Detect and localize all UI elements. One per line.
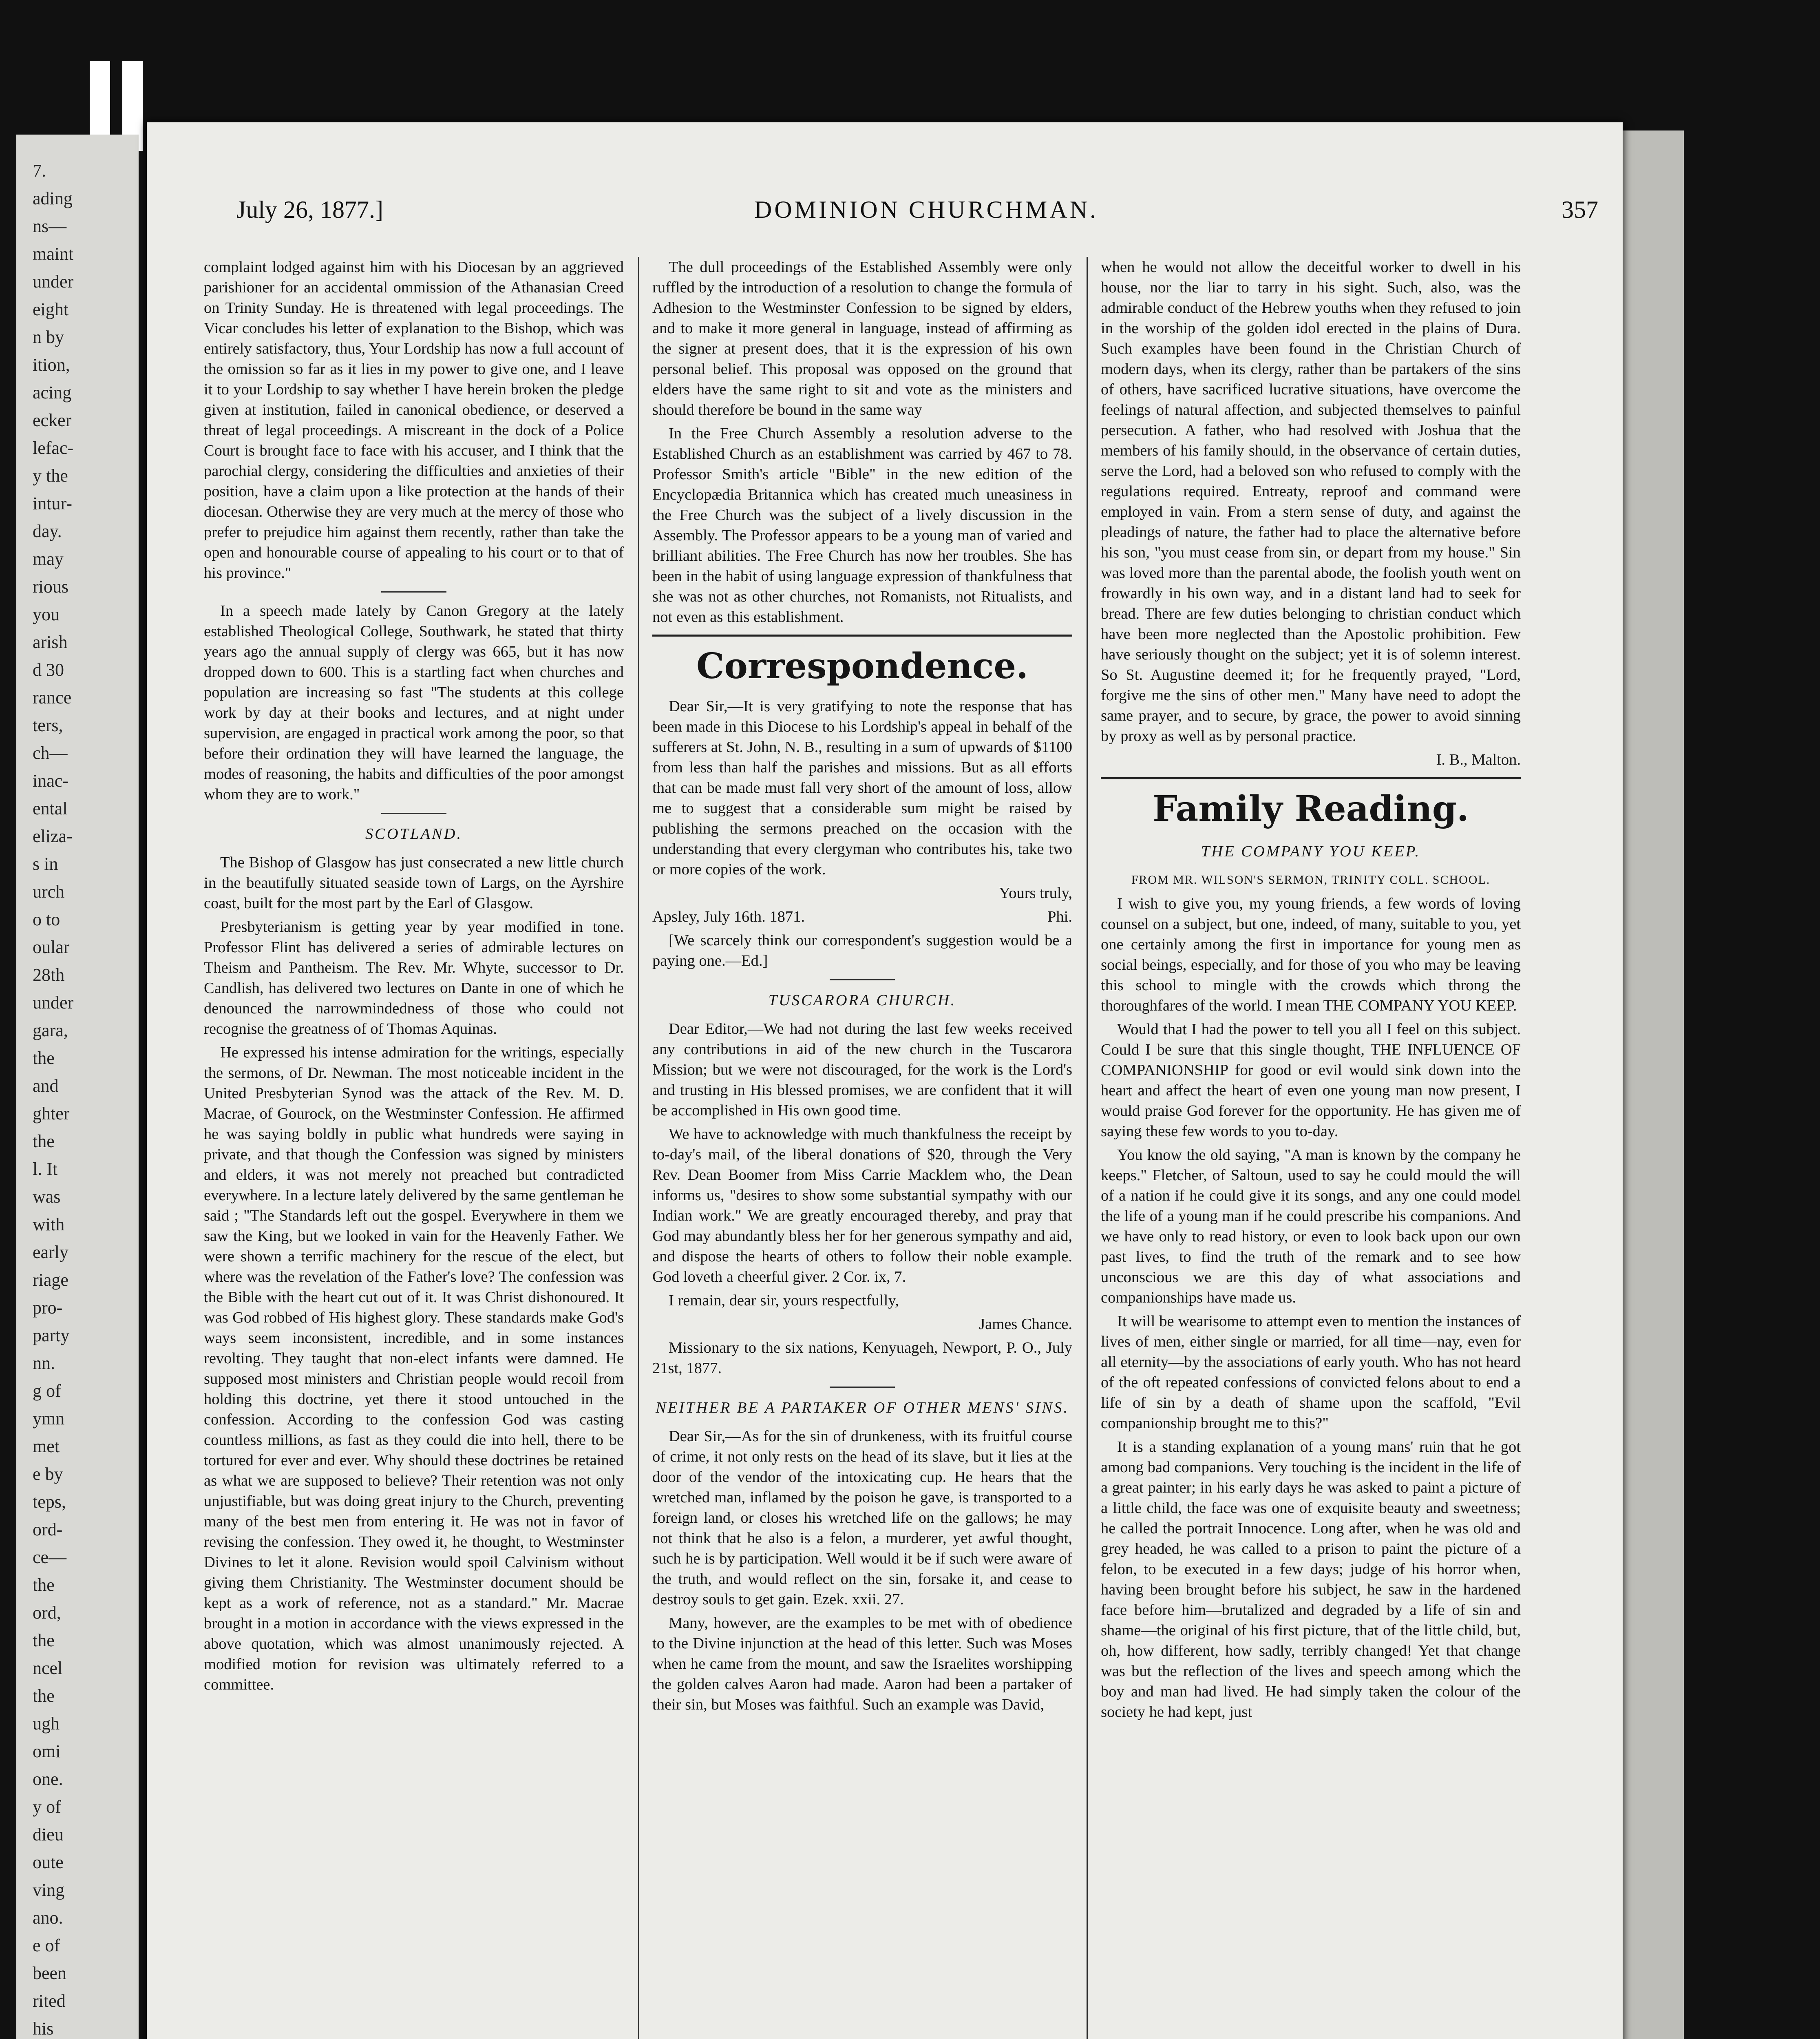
- column-3: [1101, 257, 1521, 1725]
- paragraph: Presbyterianism is getting year by year modified in tone. Professor Flint has delivered a series of admirable lectures on Theism and Pantheism. The Rev. Mr. Whyte, successor to Dr. Candlish, has delivered two lectures on Dante in one of which he denounced the narrowmindedness of those who could not recognise the greatness of of Thomas Aquinas.: [204, 918, 624, 1037]
- separator: [381, 813, 446, 814]
- paragraph: He expressed his intense admiration for the writings, especially the sermons, of Dr. Newman. The most noticeable incident in the United Presbyterian Synod was the attack of the Rev. M. D. Macrae, of Gourock, on the Westminster Confession. He affirmed he was saying boldly in public what hundreds were saying in private, and that though the Confession was signed by ministers and elders, it was not merely not preached but contradicted everywhere. In a lecture lately delivered by the same gentleman he said ; "The Standards left out the gospel. Everywhere in them we saw the King, but we looked in vain for the Heavenly Father. We were shown a terrific machinery for the rescue of the elect, but where was the revelation of the Father's love? The confession was the Bible with the heart cut out of it. It was Christ dishonoured. It was God robbed of His highest glory. These standards make God's ways seem inconsistent, incredible, and in some instances revolting. They taught that non-elect infants were damned. He supposed most ministers and Christian people would recoil from holding this doctrine, yet there it stood untouched in the confession. According to the confession God was casting countless millions, as fast as they could die into hell, there to be tortured for ever and ever. Why should these doctrines be retained as what we are supposed to believe? Their retention was not only unjustifiable, but was doing great injury to the Church, preventing many of the best men from entering it. He was not in favor of revising the confession. They owed it, he thought, to Westminster Divines to let it alone. Revision would spoil Calvinism without giving them Christianity. The Westminster document should be kept as a work of reference, not as a standard." Mr. Macrae brought in a motion in accordance with the views expressed in the above quotation, which was almost unanimously rejected. A modified motion for revision was ultimately referred to a committee.: [204, 1044, 624, 1693]
- prev-page-fragment: oular: [33, 937, 70, 957]
- prev-page-fragment: lefac-: [33, 438, 74, 458]
- prev-page-fragment: the: [33, 1575, 55, 1595]
- family-reading-heading: Family Reading.: [1153, 788, 1469, 829]
- column-rule-2: [1087, 257, 1088, 2039]
- prev-page-fragment: e of: [33, 1935, 60, 1955]
- prev-page-fragment: under: [33, 993, 74, 1013]
- prev-page-fragment: nn.: [33, 1353, 55, 1373]
- page-edge: [1623, 130, 1684, 2039]
- prev-page-fragment: early: [33, 1242, 68, 1262]
- previous-page-fragment: [16, 135, 139, 2039]
- prev-page-fragment: the: [33, 1131, 55, 1151]
- prev-page-fragment: intur-: [33, 493, 72, 513]
- prev-page-fragment: ental: [33, 798, 68, 818]
- section-rule: [652, 635, 1072, 637]
- prev-page-fragment: the: [33, 1686, 55, 1706]
- paragraph: You know the old saying, "A man is known by the company he keeps." Fletcher, of Saltoun, used to say he could mould the will of a nation if he could give it its songs, and any one could model the life of a young man if he could prescribe his companions. And we have only to read history, or even to look back upon our own past lives, to find the truth of the remark and to see how unconscious we are this day of what associations and companionships have made us.: [1101, 1146, 1521, 1306]
- prev-page-fragment: ving: [33, 1880, 65, 1900]
- prev-page-fragment: was: [33, 1187, 61, 1207]
- prev-page-fragment: 28th: [33, 965, 65, 985]
- prev-page-fragment: ition,: [33, 355, 70, 375]
- prev-page-fragment: urch: [33, 882, 65, 902]
- prev-page-fragment: l. It: [33, 1159, 58, 1179]
- column-2: [652, 257, 1072, 1718]
- prev-page-fragment: ano.: [33, 1908, 63, 1928]
- prev-page-fragment: ce—: [33, 1547, 67, 1567]
- prev-page-fragment: rance: [33, 688, 72, 708]
- page-header: [236, 196, 1598, 228]
- prev-page-fragment: one.: [33, 1769, 63, 1789]
- paragraph: In the Free Church Assembly a resolution adverse to the Established Church as an establishment was carried by 467 to 78. Professor Smith's article "Bible" in the new edition of the Encyclopædia Britannica which has created much uneasiness in the Free Church was the subject of a lively discussion in the Assembly. The Professor appears to be a young man of varied and brilliant abilities. The Free Church has now her troubles. She has been in the habit of using language expression of thankfulness that she was not as other churches, not Romanists, not Ritualists, and not even as this establishment.: [652, 425, 1072, 626]
- prev-page-fragment: oute: [33, 1852, 64, 1872]
- prev-page-fragment: ymn: [33, 1409, 65, 1429]
- closing: Yours truly,: [999, 885, 1072, 902]
- editor-note: [We scarcely think our correspondent's suggestion would be a paying one.—Ed.]: [652, 932, 1072, 969]
- prev-page-fragment: ecker: [33, 410, 72, 430]
- prev-page-fragment: s in: [33, 854, 58, 874]
- signature: James Chance.: [979, 1316, 1072, 1333]
- prev-page-fragment: inac-: [33, 771, 68, 791]
- prev-page-fragment: been: [33, 1963, 67, 1983]
- prev-page-fragment: y of: [33, 1797, 61, 1817]
- prev-page-fragment: dieu: [33, 1824, 64, 1844]
- prev-page-fragment: the: [33, 1630, 55, 1650]
- section-heading-scotland: SCOTLAND.: [365, 825, 463, 843]
- prev-page-fragment: ord,: [33, 1603, 61, 1623]
- section-heading-neither: NEITHER BE A PARTAKER OF OTHER MENS' SINS.: [656, 1399, 1069, 1416]
- signature: Phi.: [1047, 908, 1072, 925]
- letter: Dear Sir,—As for the sin of drunkeness, with its fruitful course of crime, it not only rests on the head of its slave, but it lies at the door of the vendor of the intoxicating cup. He hears that the wretched man, inflamed by the poison he gave, is transported to a foreign land, or closes his wretched life on the gallows; he may not think that he also is a felon, a murderer, yet awful thought, such he is by participation. Well would it be if such were aware of the truth, and would reflect on the sin, forsake it, and cease to destroy souls to get gain. Ezek. xxii. 27.: [652, 1428, 1072, 1608]
- separator: [830, 979, 895, 980]
- prev-page-fragment: ters,: [33, 715, 63, 735]
- prev-page-fragment: o to: [33, 909, 60, 929]
- prev-page-fragment: under: [33, 272, 74, 292]
- prev-page-fragment: day.: [33, 521, 62, 541]
- section-heading-tuscarora: TUSCARORA CHURCH.: [768, 992, 956, 1009]
- section-rule: [1101, 777, 1521, 779]
- prev-page-fragment: ch—: [33, 743, 68, 763]
- letter: Dear Editor,—We had not during the last few weeks received any contributions in aid of the new church in the Tuscarora Mission; but we were not discouraged, for the work is the Lord's and trusting in His blessed promises, we are confident that it will be accomplished in His own good time.: [652, 1020, 1072, 1119]
- prev-page-fragment: ugh: [33, 1714, 60, 1734]
- page-number: 357: [1562, 196, 1598, 223]
- paragraph: Would that I had the power to tell you all I feel on this subject. Could I be sure that this single thought, THE INFLUENCE OF COMPANIONSHIP for good or evil would sink down into the heart and affect the heart of even one young man now present, I would praise God forever for the opportunity. He has given me of saying these few words to you to-day.: [1101, 1021, 1521, 1140]
- signature-title: Missionary to the six nations, Kenyuageh, Newport, P. O., July 21st, 1877.: [652, 1339, 1072, 1377]
- correspondence-heading: Correspondence.: [696, 646, 1028, 687]
- prev-page-fragment: d 30: [33, 660, 64, 680]
- prev-page-fragment: and: [33, 1076, 59, 1096]
- prev-page-fragment: 7.: [33, 161, 46, 181]
- prev-page-fragment: ading: [33, 188, 73, 208]
- header-title: DOMINION CHURCHMAN.: [754, 196, 1099, 223]
- prev-page-fragment: ncel: [33, 1658, 63, 1678]
- prev-page-fragment: his: [33, 2019, 54, 2039]
- section-heading-company: THE COMPANY YOU KEEP.: [1201, 843, 1421, 860]
- prev-page-fragment: riage: [33, 1270, 68, 1290]
- prev-page-fragment: pro-: [33, 1298, 63, 1318]
- prev-page-fragment: met: [33, 1436, 60, 1456]
- paragraph: It will be wearisome to attempt even to mention the instances of lives of men, either single or married, for all time—nay, even for all eternity—by the associations of early youth. Who has not heard of the oft repeated confessions of convicted felons about to end a life of sin by a death of shame upon the scaffold, "Evil companionship brought me to this?": [1101, 1313, 1521, 1432]
- separator: [381, 591, 446, 593]
- header-date: July 26, 1877.]: [236, 196, 383, 223]
- paragraph: complaint lodged against him with his Diocesan by an aggrieved parishioner for an accidental ommission of the Athanasian Creed on Trinity Sunday. He is threatened with legal proceedings. The Vicar concludes his letter of explanation to the Bishop, which was entirely satisfactory, thus, Your Lordship has now a full account of the omission so far as it lies in my power to give one, and I leave it to your Lordship to say whether I have herein broken the pledge given at institution, failed in canonical obedience, or deserved a threat of legal proceedings. A miscreant in the dock of a Police Court is brought face to face with his accuser, and I think that the parochial clergy, considering the difficulties and anxieties of their position, have a claim upon a like protection at the hands of their diocesan. Otherwise they are very much at the mercy of those who prefer to prejudice him against them recently, rather than take the open and honourable course of appealing to his court or to that of his province.": [204, 259, 624, 582]
- letter: Dear Sir,—It is very gratifying to note the response that has been made in this Diocese to his Lordship's appeal in behalf of the sufferers at St. John, N. B., resulting in a sum of upwards of $1100 from less than half the parishes and missions. But as all efforts that can be made must fall very short of the amount of loss, allow me to suggest that a considerable sum might be raised by publishing the sermons preached on the occasion with the understanding that every clergyman who contributes his, take two or more copies of the work.: [652, 698, 1072, 878]
- column-rule-1: [638, 257, 639, 2039]
- prev-page-fragment: g of: [33, 1381, 61, 1401]
- prev-page-fragment: rious: [33, 577, 68, 597]
- prev-page-fragment: ghter: [33, 1104, 70, 1123]
- prev-page-fragment: rited: [33, 1991, 66, 2011]
- prev-page-fragment: maint: [33, 244, 74, 264]
- paragraph: It is a standing explanation of a young mans' ruin that he got among bad companions. Very touching is the incident in the life of a great painter; in his early days he was asked to paint a picture of a little child, the face was one of exquisite beauty and sweetness; he called the portrait Innocence. Long after, when he was old and grey headed, he was called to a prison to paint the picture of a felon, to be executed in a few days; judge of his horror when, having been brought before his subject, he saw in the hardened face before him—brutalized and degraded by a life of sin and shame—the original of his first picture, that of the little child, but, oh, how different, how sadly, terribly changed! Yet that change was but the reflection of the lives and speech among which the boy and man had lived. He had simply taken the colour of the society he had kept, just: [1101, 1438, 1521, 1721]
- prev-page-fragment: may: [33, 549, 64, 569]
- prev-page-fragment: teps,: [33, 1492, 66, 1512]
- prev-page-fragment: the: [33, 1048, 55, 1068]
- prev-page-fragment: with: [33, 1214, 65, 1234]
- prev-page-fragment: acing: [33, 383, 72, 402]
- prev-page-fragment: party: [33, 1325, 70, 1345]
- letter: Many, however, are the examples to be met with of obedience to the Divine injunction at the head of this letter. Such was Moses when he came from the mount, and saw the Israelites worshipping the golden calves Aaron had made. Aaron had been a partaker of their sin, but Moses was faithful. Such an example was David,: [652, 1614, 1072, 1713]
- column-1: [204, 257, 624, 1698]
- prev-page-fragment: gara,: [33, 1020, 68, 1040]
- paragraph: I wish to give you, my young friends, a few words of loving counsel on a subject, but one, indeed, of many, suitable to you, yet one certainly among the first in importance for young men as social beings, especially, and for those of you who may be leaving this school to mingle with the crowds which throng the thoroughfares of the world. I mean THE COMPANY YOU KEEP.: [1101, 895, 1521, 1014]
- prev-page-fragment: eight: [33, 299, 68, 319]
- separator: [830, 1387, 895, 1388]
- prev-page-fragment: arish: [33, 632, 68, 652]
- paragraph: The dull proceedings of the Established Assembly were only ruffled by the introduction of a resolution to change the formula of Adhesion to the Westminster Confession to be signed by elders, and to make it more general in language, instead of affirming as the signer at present does, that it is the expression of his own personal belief. This proposal was opposed on the ground that elders have the same right to sit and vote as the ministers and should therefore be bound in the same way: [652, 259, 1072, 418]
- prev-page-fragment: n by: [33, 327, 64, 347]
- prev-page-fragment: you: [33, 604, 60, 624]
- prev-page-fragment: e by: [33, 1464, 63, 1484]
- signature: I. B., Malton.: [1436, 751, 1521, 768]
- dateline: Apsley, July 16th. 1871. Phi.: [652, 907, 1072, 927]
- prev-page-fragment: ns—: [33, 216, 67, 236]
- prev-page-fragment: omi: [33, 1741, 61, 1761]
- paragraph: when he would not allow the deceitful worker to dwell in his house, nor the liar to tarry in his sight. Such, also, was the admirable conduct of the Hebrew youths when they refused to join in the worship of the golden idol erected in the plains of Dura. Such examples have been found in the Christian Church of modern days, when its clergy, rather than be partakers of the sins of others, have sacrificed lucrative situations, have overcome the feelings of natural affection, and subjected themselves to painful persecution. A father, who had resolved with Joshua that the members of his family should, in the observance of certain duties, serve the Lord, had a beloved son who refused to comply with the regulations required. Entreaty, reproof and command were employed in vain. From a stern sense of duty, and against the pleadings of nature, the father had to place the alternative before his son, "you must cease from sin, or depart from my house." Sin was loved more than the parental abode, the foolish youth went on frowardly in his own way, and in a distant land had to seek for bread. There are few duties belonging to christian conduct which have been more neglected than the Apostolic prohibition. Few have seriously thought on the subject; yet it is of solemn interest. So St. Augustine deemed it; for he frequently prayed, "Lord, forgive me the sins of other men." Many have need to adopt the same prayer, and to secure, by grace, the power to avoid sinning by proxy as well as by personal practice.: [1101, 259, 1521, 745]
- newspaper-page: [147, 122, 1623, 2039]
- letter: We have to acknowledge with much thankfulness the receipt by to-day's mail, of the liberal donations of $20, through the Very Rev. Dean Boomer from Miss Carrie Macklem who, the Dean informs us, "desires to show some substantial sympathy with our Indian work." We are greatly encouraged thereby, and pray that God may abundantly bless her for her generous sympathy and aid, and dispose the hearts of others to follow their noble example. God loveth a cheerful giver. 2 Cor. ix, 7.: [652, 1126, 1072, 1285]
- paragraph: The Bishop of Glasgow has just consecrated a new little church in the beautifully situated seaside town of Largs, on the Ayrshire coast, built for the most part by the Earl of Glasgow.: [204, 854, 624, 912]
- paragraph: In a speech made lately by Canon Gregory at the lately established Theological College, Southwark, he stated that thirty years ago the annual supply of clergy was 665, but it has now dropped down to 600. This is a startling fact when churches and population are increasing so fast "The students at this college work by day at their books and lectures, and at night under supervision, are engaged in practical work among the poor, so that before their ordination they will have learned the language, the modes of reasoning, the habits and difficulties of the poor amongst whom they are to work.": [204, 602, 624, 803]
- prev-page-fragment: y the: [33, 466, 68, 486]
- source-note: FROM MR. WILSON'S SERMON, TRINITY COLL. SCHOOL.: [1131, 873, 1491, 887]
- prev-page-fragment: ord-: [33, 1519, 63, 1539]
- closing: I remain, dear sir, yours respectfully,: [669, 1292, 899, 1309]
- prev-page-fragment: eliza-: [33, 826, 73, 846]
